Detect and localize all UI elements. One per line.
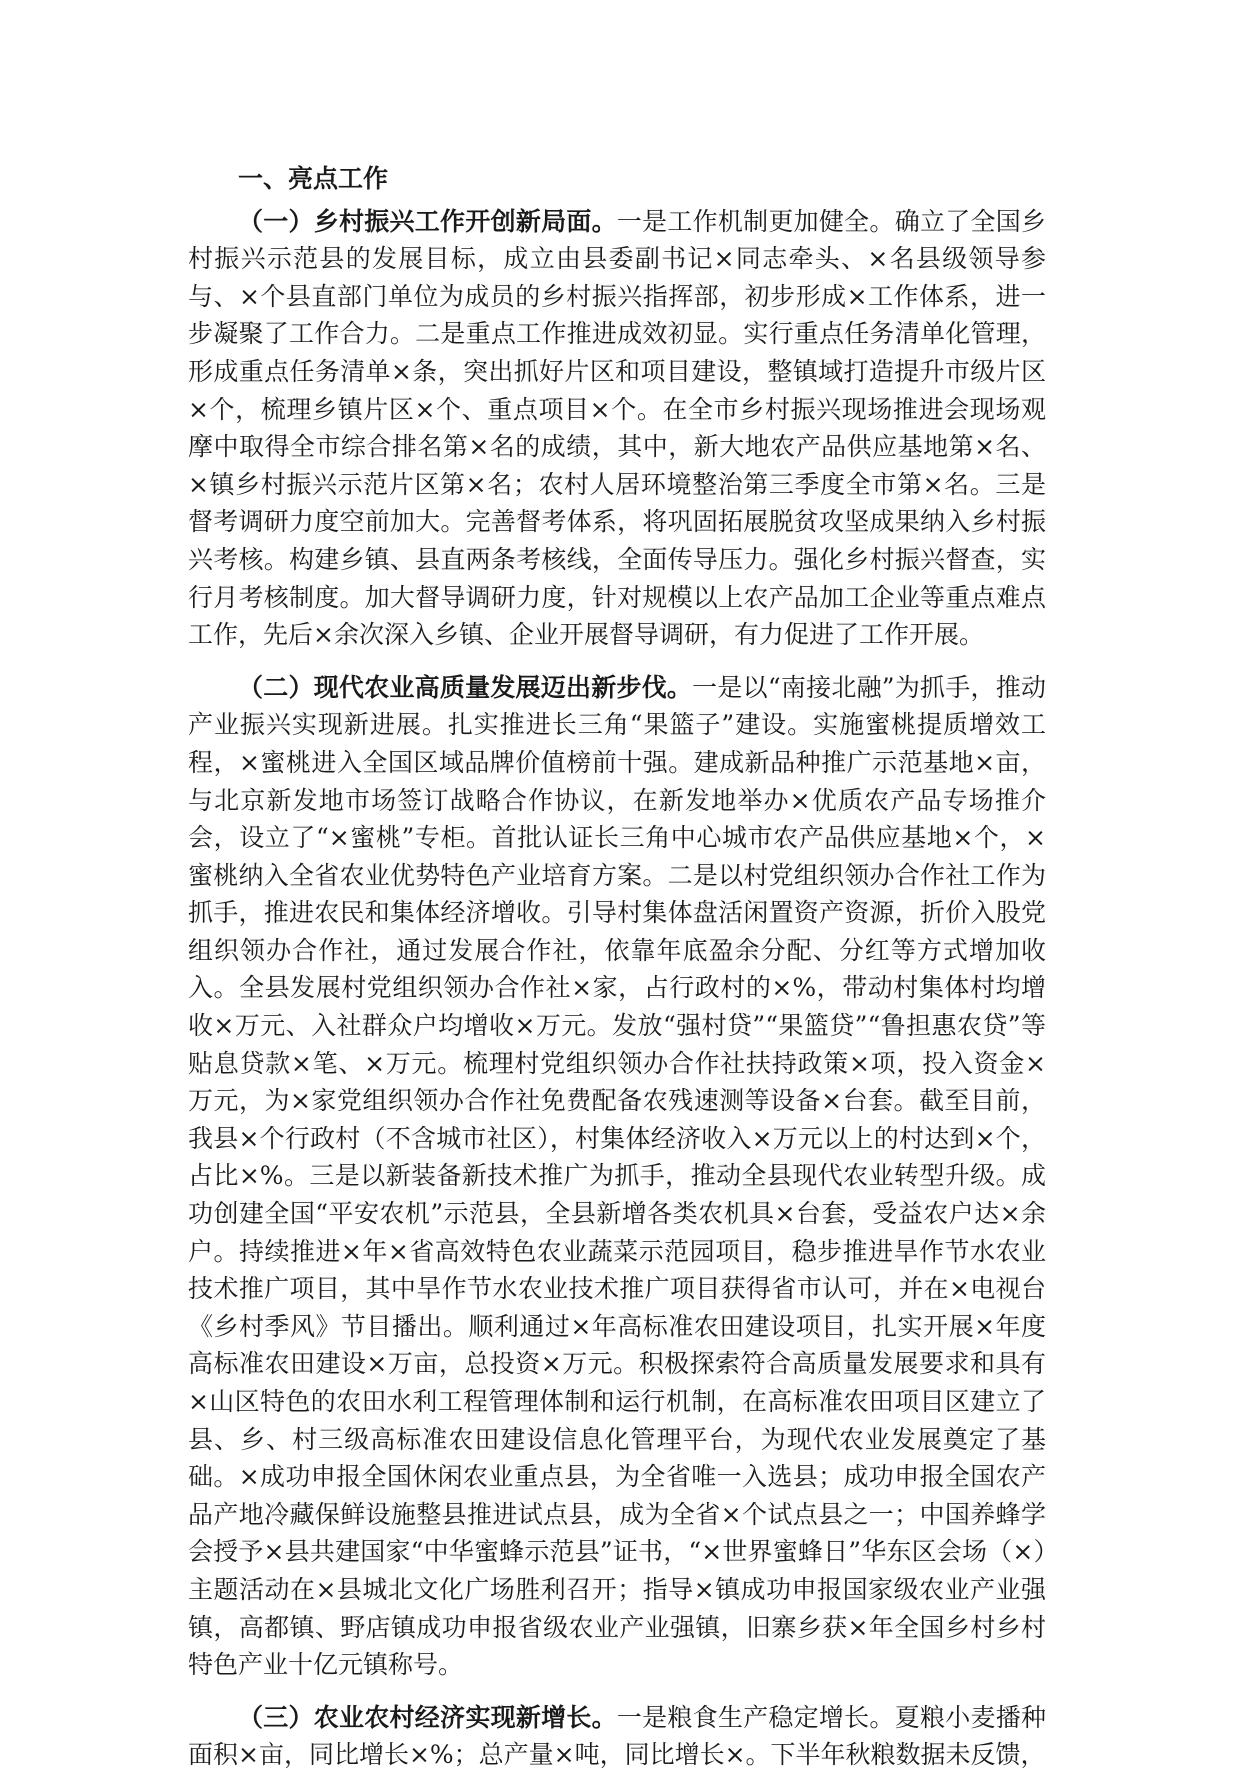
paragraph-lead: （一）乡村振兴工作开创新局面。 [238, 206, 617, 236]
paragraph-body: 一是工作机制更加健全。确立了全国乡村振兴示范县的发展目标，成立由县委副书记×同志牵头、×名县级领导参与、×个县直部门单位为成员的乡村振兴指挥部，初步形成×工作体系，进一步凝聚了工作合力。二是重点工作推进成效初显。实行重点任务清单化管理，形成重点任务清单×条，突出抓好片区和项目建设，整镇域打造提升市级片区×个，梳理乡镇片区×个、重点项目×个。在全市乡村振兴现场推进会现场观摩中取得全市综合排名第×名的成绩，其中，新大地农产品供应基地第×名、×镇乡村振兴示范片区第×名；农村人居环境整治第三季度全市第×名。三是督考调研力度空前加大。完善督考体系，将巩固拓展脱贫攻坚成果纳入乡村振兴考核。构建乡镇、县直两条考核线，全面传导压力。强化乡村振兴督查，实行月考核制度。加大督导调研力度，针对规模以上农产品加工企业等重点难点工作，先后×余次深入乡镇、企业开展督导调研，有力促进了工作开展。 [188, 206, 1046, 650]
paragraph-rural-economy [188, 1699, 1046, 1774]
paragraph-modern-agriculture [188, 669, 1046, 1684]
paragraph-lead: （二）现代农业高质量发展迈出新步伐。 [238, 672, 693, 702]
paragraph-body: 一是粮食生产稳定增长。夏粮小麦播种面积×亩，同比增长×%；总产量×吨，同比增长×。下半年秋粮数据未反馈， [188, 1702, 1046, 1770]
paragraph-body: 一是以“南接北融”为抓手，推动产业振兴实现新进展。扎实推进长三角“果篮子”建设。实施蜜桃提质增效工程，×蜜桃进入全国区域品牌价值榜前十强。建成新品种推广示范基地×亩，与北京新发地市场签订战略合作协议，在新发地举办×优质农产品专场推介会，设立了“×蜜桃”专柜。首批认证长三角中心城市农产品供应基地×个，×蜜桃纳入全省农业优势特色产业培育方案。二是以村党组织领办合作社工作为抓手，推进农民和集体经济增收。引导村集体盘活闲置资产资源，折价入股党组织领办合作社，通过发展合作社，依靠年底盈余分配、分红等方式增加收入。全县发展村党组织领办合作社×家，占行政村的×%，带动村集体村均增收×万元、入社群众户均增收×万元。发放“强村贷”“果篮贷”“鲁担惠农贷”等贴息贷款×笔、×万元。梳理村党组织领办合作社扶持政策×项，投入资金×万元，为×家党组织领办合作社免费配备农残速测等设备×台套。截至目前，我县×个行政村（不含城市社区），村集体经济收入×万元以上的村达到×个，占比×%。三是以新装备新技术推广为抓手，推动全县现代农业转型升级。成功创建全国“平安农机”示范县，全县新增各类农机具×台套，受益农户达×余户。持续推进×年×省高效特色农业蔬菜示范园项目，稳步推进旱作节水农业技术推广项目，其中旱作节水农业技术推广项目获得省市认可，并在×电视台《乡村季风》节目播出。顺利通过×年高标准农田建设项目，扎实开展×年度高标准农田建设×万亩，总投资×万元。积极探索符合高质量发展要求和具有×山区特色的农田水利工程管理体制和运行机制，在高标准农田项目区建立了县、乡、村三级高标准农田建设信息化管理平台，为现代农业发展奠定了基础。×成功申报全国休闲农业重点县，为全省唯一入选县；成功申报全国农产品产地冷藏保鲜设施整县推进试点县，成为全省×个试点县之一；中国养蜂学会授予×县共建国家“中华蜜蜂示范县”证书，“×世界蜜蜂日”华东区会场（×）主题活动在×县城北文化广场胜利召开；指导×镇成功申报国家级农业产业强镇，高都镇、野店镇成功申报省级农业产业强镇，旧寨乡获×年全国乡村乡村特色产业十亿元镇称号。 [188, 672, 1046, 1680]
paragraph-rural-revitalization [188, 203, 1046, 654]
paragraph-lead: （三）农业农村经济实现新增长。 [238, 1702, 617, 1732]
section-heading: 一、亮点工作 [238, 164, 389, 193]
document-body [188, 160, 1046, 1789]
